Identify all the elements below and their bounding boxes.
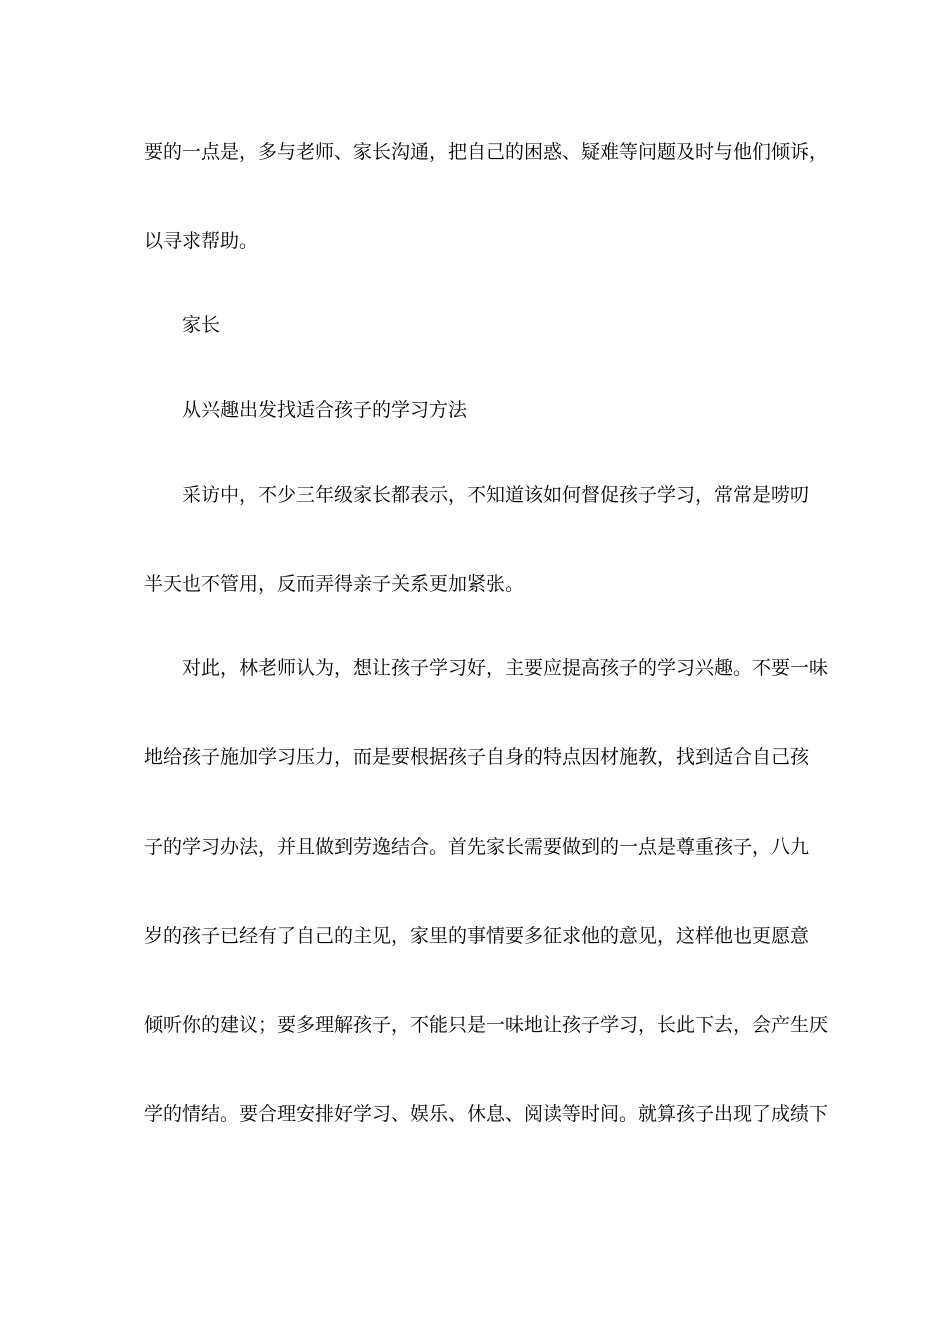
subheading: 从兴趣出发找适合孩子的学习方法: [182, 399, 468, 421]
paragraph-line: 要的一点是，多与老师、家长沟通，把自己的困惑、疑难等问题及时与他们倾诉，: [144, 141, 829, 163]
paragraph-line: 子的学习办法，并且做到劳逸结合。首先家长需要做到的一点是尊重孩子，八九: [144, 836, 810, 858]
paragraph-line: 倾听你的建议；要多理解孩子，不能只是一味地让孩子学习，长此下去，会产生厌: [144, 1014, 829, 1036]
paragraph-line: 对此，林老师认为，想让孩子学习好，主要应提高孩子的学习兴趣。不要一味: [182, 657, 829, 679]
paragraph-line: 学的情结。要合理安排好学习、娱乐、休息、阅读等时间。就算孩子出现了成绩下: [144, 1103, 829, 1125]
paragraph-line: 岁的孩子已经有了自己的主见，家里的事情要多征求他的意见，这样他也更愿意: [144, 925, 810, 947]
paragraph-line: 以寻求帮助。: [144, 230, 259, 252]
paragraph-line: 半天也不管用，反而弄得亲子关系更加紧张。: [144, 573, 525, 595]
paragraph-line: 地给孩子施加学习压力，而是要根据孩子自身的特点因材施教，找到适合自己孩: [144, 746, 810, 768]
section-heading: 家长: [182, 314, 221, 336]
paragraph-line: 采访中，不少三年级家长都表示，不知道该如何督促孩子学习，常常是唠叨: [182, 484, 810, 506]
